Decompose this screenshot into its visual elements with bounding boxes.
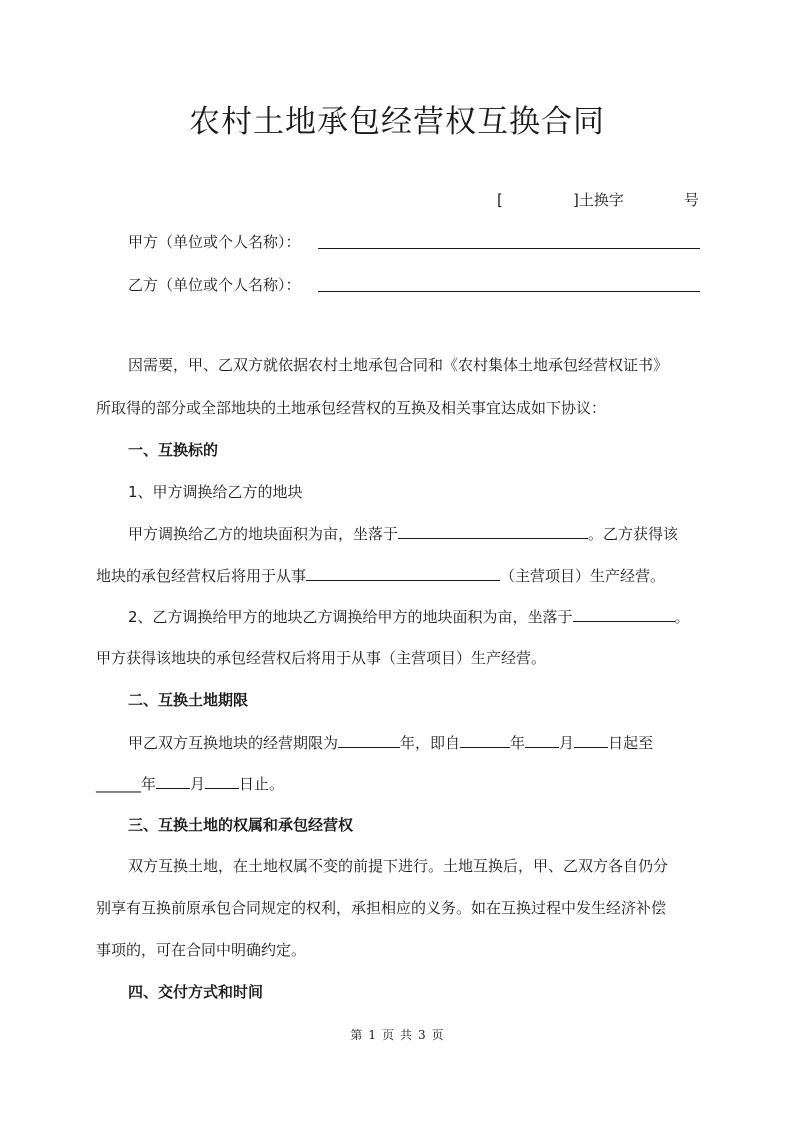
term2-text-c: 月 (190, 775, 206, 793)
term2-text-b: 年 (141, 775, 157, 793)
section-4-heading: 四、交付方式和时间 (128, 983, 264, 1001)
party-b-blank (318, 291, 700, 292)
item-1-text-a: 甲方调换给乙方的地块面积为亩，坐落于 (128, 525, 399, 543)
party-b-label: 乙方（单位或个人名称）： (128, 276, 301, 294)
section-3-line-1: 双方互换土地，在土地权属不变的前提下进行。土地互换后，甲、乙双方各自仍分 (128, 857, 669, 875)
item-1-location-blank (398, 523, 588, 539)
end-month-blank (156, 773, 190, 789)
total-pages-number: 3 (418, 1028, 426, 1042)
doc-number-open: [ (497, 191, 503, 209)
item-2-line-2: 甲方获得该地块的承包经营权后将用于从事（主营项目）生产经营。 (96, 649, 547, 667)
item-1-text-c: 地块的承包经营权后将用于从事 (96, 567, 307, 585)
section-3-line-2: 别享有互换前原承包合同规定的权利，承担相应的义务。如在互换过程中发生经济补偿 (96, 899, 667, 917)
footer-label-c: 共 (400, 1028, 413, 1042)
section-3-line-3: 事项的，可在合同中明确约定。 (96, 941, 307, 959)
section-3-heading: 三、互换土地的权属和承包经营权 (128, 816, 354, 834)
section-1-heading: 一、互换标的 (128, 441, 219, 459)
item-1-para-line-2 (96, 565, 665, 586)
footer-label-d: 页 (431, 1028, 444, 1042)
term-text-e: 日起至 (608, 734, 654, 752)
term-text-b: 年，即自 (400, 734, 461, 752)
item-2-location-blank (573, 606, 675, 622)
footer-label-b: 页 (381, 1028, 394, 1042)
item-2-text-a: 2、乙方调换给甲方的地块乙方调换给甲方的地块面积为亩，坐落于 (128, 608, 573, 626)
term-line-2 (96, 773, 284, 794)
item-1-heading: 1、甲方调换给乙方的地块 (128, 483, 303, 501)
start-year-blank (460, 732, 510, 748)
item-1-project-blank (306, 565, 500, 581)
term-years-blank (338, 732, 400, 748)
term2-text-d: 日止。 (239, 775, 285, 793)
term-text-c: 年 (510, 734, 526, 752)
page-footer (0, 1026, 794, 1043)
item-2-line-1 (128, 606, 690, 627)
end-year-blank: ______ (96, 775, 141, 793)
item-2-text-b: 。 (674, 608, 690, 626)
end-day-blank (205, 773, 239, 789)
party-a-blank (318, 248, 700, 249)
intro-line-1: 因需要，甲、乙双方就依据农村土地承包合同和《农村集体土地承包经营权证书》 (128, 356, 669, 374)
party-a-label: 甲方（单位或个人名称）： (128, 233, 301, 251)
start-month-blank (525, 732, 559, 748)
footer-label-a: 第 (350, 1028, 363, 1042)
term-text-d: 月 (559, 734, 575, 752)
item-1-para-line-1 (128, 523, 678, 544)
document-title: 农村土地承包经营权互换合同 (189, 104, 605, 140)
start-day-blank (574, 732, 608, 748)
item-1-text-d: （主营项目）生产经营。 (500, 567, 666, 585)
term-line-1 (128, 732, 653, 753)
intro-line-2: 所取得的部分或全部地块的土地承包经营权的互换及相关事宜达成如下协议： (96, 399, 607, 417)
section-2-heading: 二、互换土地期限 (128, 691, 249, 709)
current-page-number: 1 (368, 1028, 376, 1042)
doc-number-label: ]土换字 (573, 191, 624, 209)
doc-number-suffix: 号 (684, 191, 700, 209)
item-1-text-b: 。乙方获得该 (588, 525, 679, 543)
term-text-a: 甲乙双方互换地块的经营期限为 (128, 734, 339, 752)
